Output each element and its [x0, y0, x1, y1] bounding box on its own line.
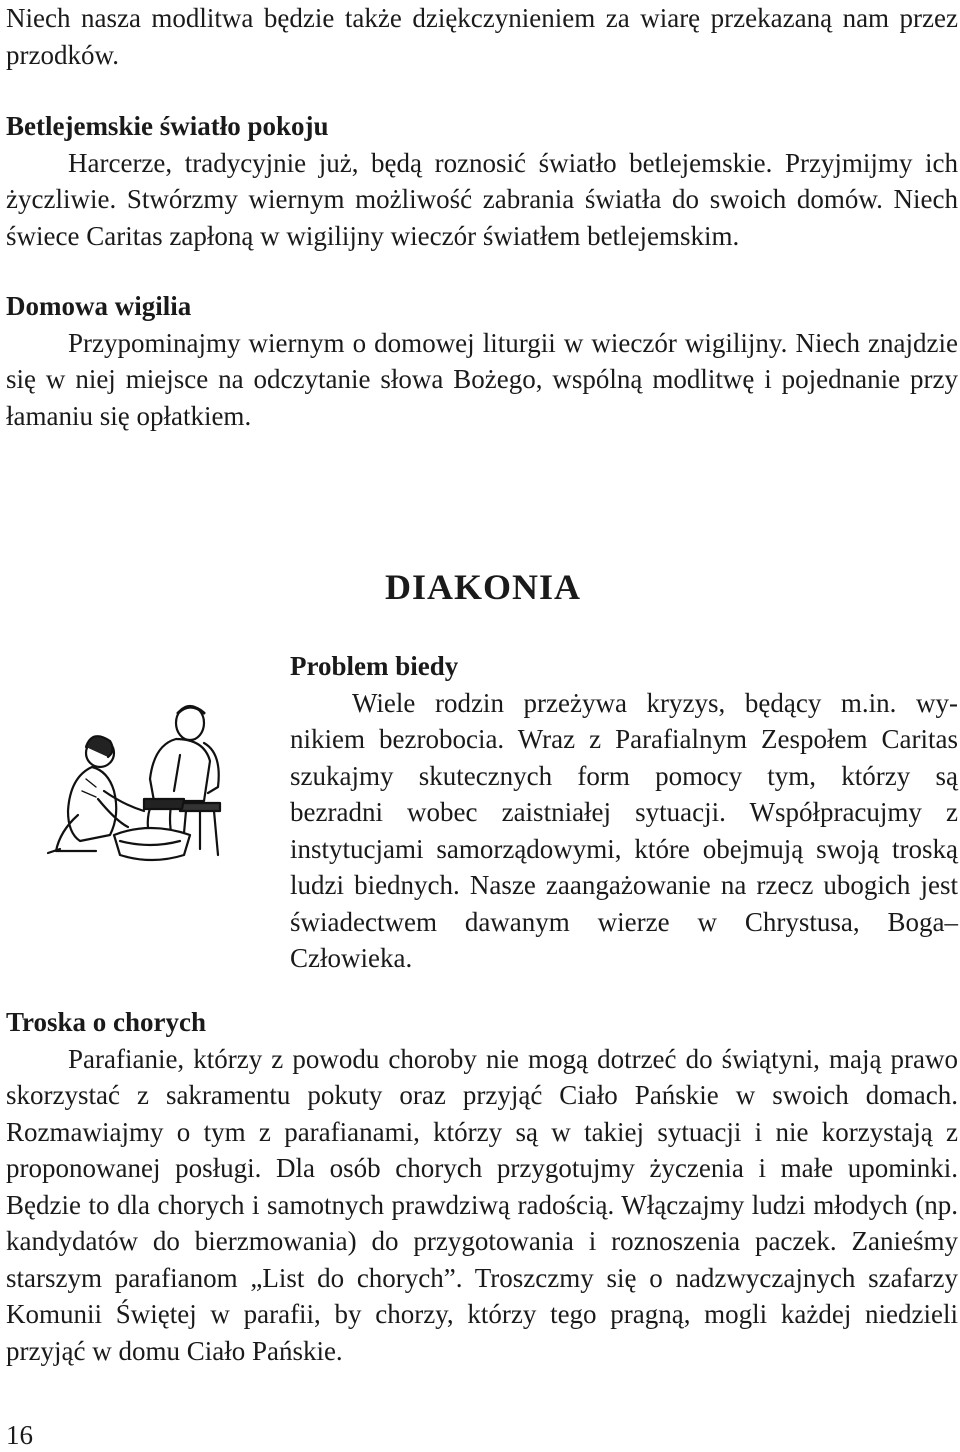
section-domowa-wigilia — [6, 288, 958, 434]
section-paragraph: Wiele rodzin przeżywa kryzys, będący m.in. wynikiem bezrobocia. Wraz z Parafialnym Zespołem Caritas szukajmy skutecznych form pomocy tym, którzy są bezradni wobec zaistniałej sytuacji. Współpracujmy z instytucjami samorządowymi, które obejmują swoją troską ludzi biednych. Nasze zaangażowanie na rzecz ubogich jest świadectwem dawanym wierze w Chrystusa, Boga–Człowieka. — [290, 687, 958, 973]
section-paragraph: Harcerze, tradycyjnie już, będą roznosić światło betlejemskie. Przyjmijmy ich życzliwie. Stwórzmy wiernym możliwość zabrania światła do swoich domów. Niech świece Caritas zapłoną w wigilijny wieczór światłem betlejemskim. — [6, 147, 958, 251]
section-paragraph: Parafianie, którzy z powodu choroby nie mogą dotrzeć do świątyni, mają prawo skorzystać z sakramentu pokuty oraz przyjąć Ciało Pańskie w swoich domach. Rozmawiajmy o tym z parafianami, którzy są w takiej sytuacji i nie korzystają z proponowanej posługi. Dla osób chorych przygotujmy życzenia i małe upominki. Będzie to dla chorych i samotnych prawdziwą radością. Włączajmy ludzi młodych (np. kandydatów do bierzmowania) do przygotowania i roznoszenia paczek. Zanieśmy starszym parafianom „List do chorych”. Troszczmy się o nadzwyczajnych szafarzy Komunii Świętej w parafii, by chorzy, którzy tego pragną, mogli każdej niedzieli przyjąć w domu Ciało Pańskie. — [6, 1043, 958, 1366]
section-heading: Problem biedy — [290, 651, 459, 681]
intro-paragraph: Niech nasza modlitwa będzie także dziękczynieniem za wiarę przekazaną nam przez przodków. — [6, 3, 958, 70]
chapter-title: DIAKONIA — [385, 567, 582, 607]
foot-washing-illustration-icon — [30, 695, 275, 865]
section-heading: Betlejemskie światło pokoju — [6, 111, 329, 141]
section-heading: Domowa wigilia — [6, 291, 192, 321]
section-heading: Troska o chorych — [6, 1007, 207, 1037]
section-troska-o-chorych — [6, 1004, 958, 1369]
section-betlejemskie — [6, 108, 958, 254]
section-paragraph: Przypominajmy wiernym o domowej liturgii w wieczór wigilijny. Niech znajdzie się w niej miejsce na odczytanie słowa Bożego, wspólną modlitwę i pojednanie przy łamaniu się opłatkiem. — [6, 327, 958, 431]
intro-block — [6, 0, 958, 73]
section-problem-biedy — [290, 648, 958, 977]
page-number: 16 — [6, 1420, 33, 1450]
